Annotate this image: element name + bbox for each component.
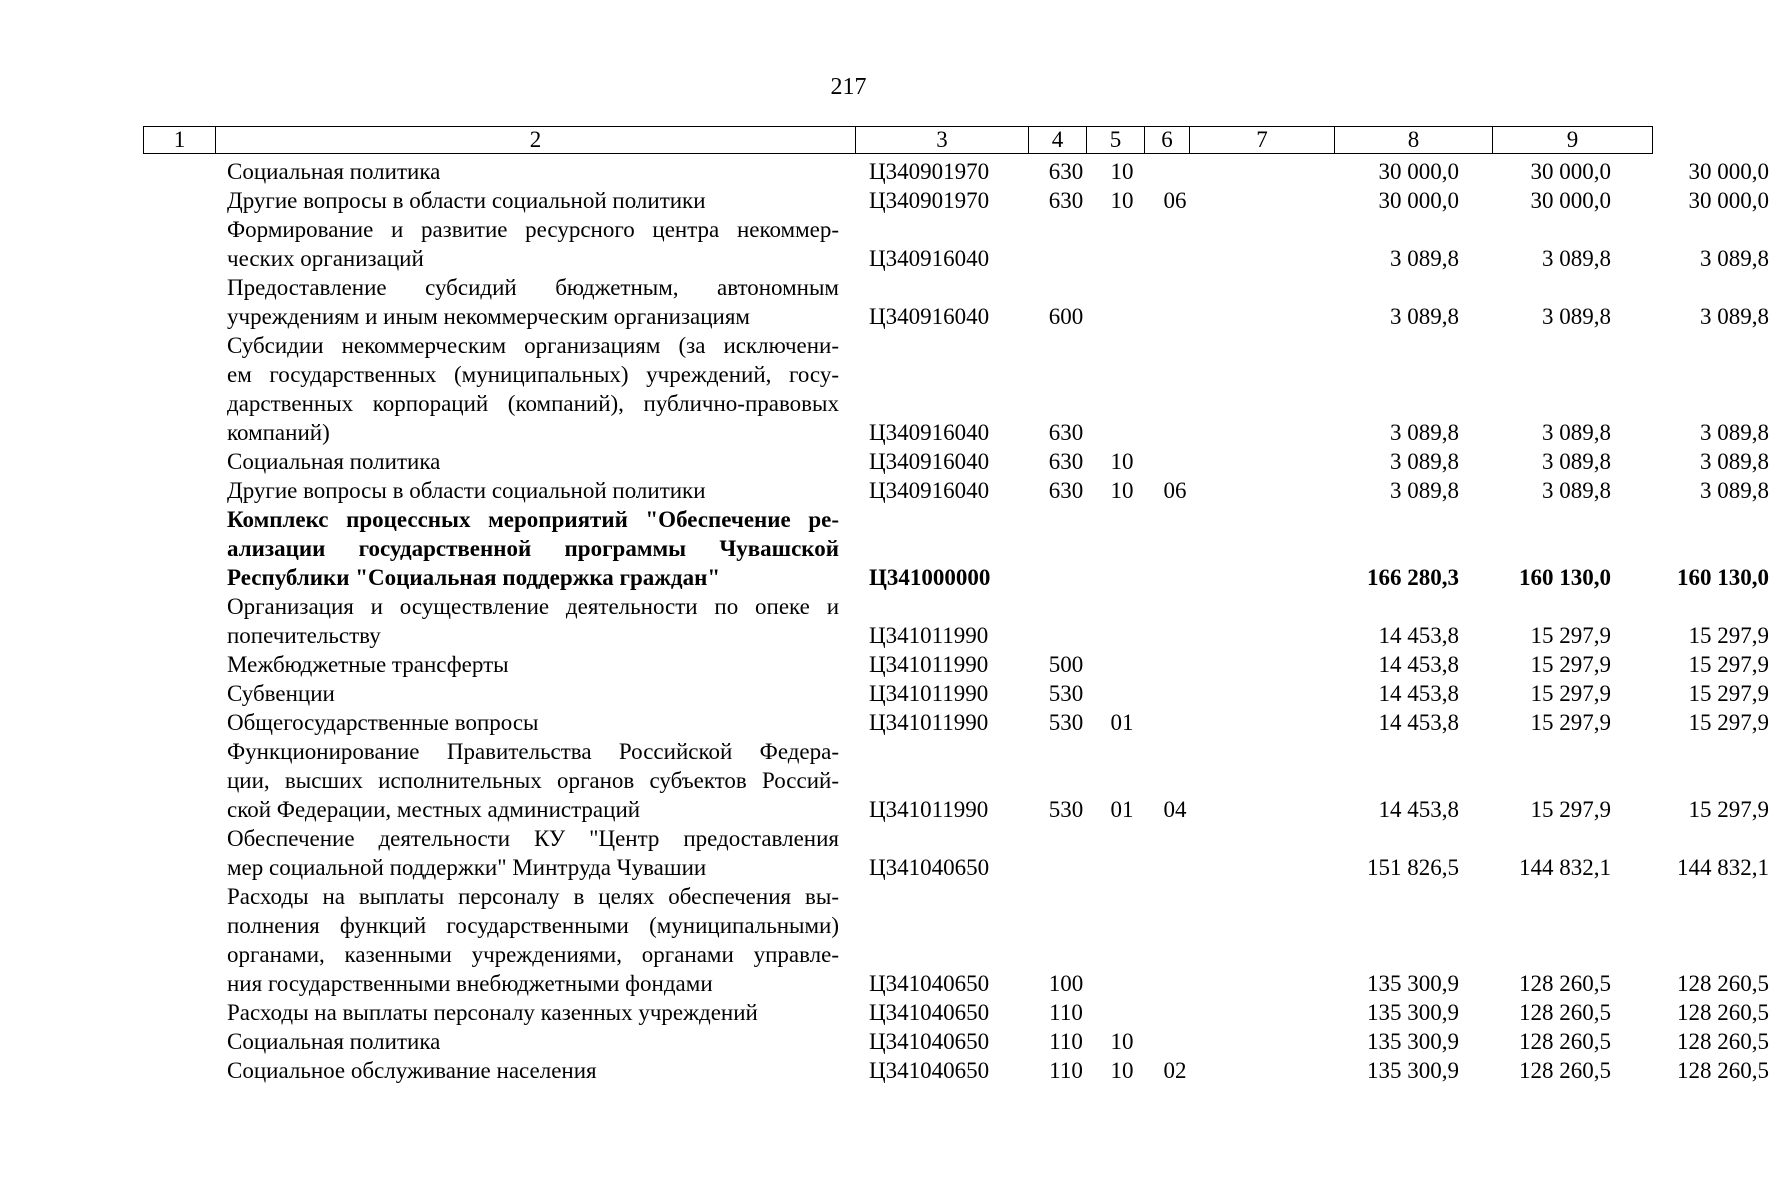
row-col-6: 06 bbox=[1163, 188, 1187, 213]
row-description-line: Комплекс процессных мероприятий "Обеспечение ре- bbox=[227, 507, 839, 532]
row-col-4: 530 bbox=[1048, 710, 1084, 735]
row-value-8: 3 089,8 bbox=[1542, 420, 1611, 445]
page-number: 217 bbox=[830, 74, 867, 100]
row-code: Ц340916040 bbox=[869, 246, 990, 271]
column-header-table bbox=[143, 126, 1653, 154]
row-code: Ц341040650 bbox=[869, 971, 990, 996]
row-description-line: органами, казенными учреждениями, органами управле- bbox=[227, 942, 839, 967]
table-row bbox=[143, 186, 1769, 215]
row-col-4: 630 bbox=[1048, 188, 1084, 213]
row-code: Ц341011990 bbox=[869, 652, 989, 677]
row-value-7: 135 300,9 bbox=[1367, 1000, 1459, 1025]
column-header-3: 3 bbox=[856, 127, 1029, 154]
row-code: Ц340901970 bbox=[869, 188, 990, 213]
row-value-9: 3 089,8 bbox=[1700, 304, 1769, 329]
row-description-line: ческих организаций bbox=[227, 246, 424, 271]
row-value-7: 166 280,3 bbox=[1367, 565, 1459, 590]
row-value-9: 128 260,5 bbox=[1677, 1058, 1769, 1083]
row-description-line: Другие вопросы в области социальной политики bbox=[227, 478, 706, 503]
row-col-4: 630 bbox=[1048, 420, 1084, 445]
row-value-8: 15 297,9 bbox=[1530, 797, 1611, 822]
row-value-8: 15 297,9 bbox=[1530, 652, 1611, 677]
row-value-9: 15 297,9 bbox=[1688, 623, 1769, 648]
table-row bbox=[143, 679, 1769, 708]
row-col-6: 02 bbox=[1163, 1058, 1187, 1083]
row-description-line: Субсидии некоммерческим организациям (за исключени- bbox=[227, 333, 839, 358]
row-col-4: 500 bbox=[1048, 652, 1084, 677]
row-value-9: 3 089,8 bbox=[1700, 449, 1769, 474]
row-value-8: 3 089,8 bbox=[1542, 246, 1611, 271]
table-row bbox=[143, 215, 1769, 273]
row-code: Ц340916040 bbox=[869, 420, 990, 445]
row-code: Ц341011990 bbox=[869, 623, 989, 648]
row-value-9: 160 130,0 bbox=[1677, 565, 1769, 590]
row-description-line: Предоставление субсидий бюджетным, автономным bbox=[227, 275, 839, 300]
row-value-8: 3 089,8 bbox=[1542, 304, 1611, 329]
table-row bbox=[143, 1056, 1769, 1085]
row-description-line: Функционирование Правительства Российской Федера- bbox=[227, 739, 839, 764]
row-value-9: 15 297,9 bbox=[1688, 652, 1769, 677]
row-description-line: Организация и осуществление деятельности по опеке и bbox=[227, 594, 839, 619]
row-col-4: 110 bbox=[1049, 1029, 1083, 1054]
row-description-line: Общегосударственные вопросы bbox=[227, 710, 539, 735]
row-description-line: Республики "Социальная поддержка граждан" bbox=[227, 565, 721, 590]
row-code: Ц341040650 bbox=[869, 1000, 990, 1025]
row-col-6: 04 bbox=[1163, 797, 1187, 822]
row-description-line: компаний) bbox=[227, 420, 330, 445]
row-value-8: 15 297,9 bbox=[1530, 623, 1611, 648]
row-value-7: 14 453,8 bbox=[1378, 623, 1459, 648]
row-col-4: 100 bbox=[1048, 971, 1084, 996]
row-value-8: 160 130,0 bbox=[1519, 565, 1611, 590]
row-col-4: 530 bbox=[1048, 797, 1084, 822]
row-code: Ц340916040 bbox=[869, 304, 990, 329]
row-code: Ц340916040 bbox=[869, 449, 990, 474]
row-value-9: 3 089,8 bbox=[1700, 478, 1769, 503]
row-description-line: Социальная политика bbox=[227, 449, 441, 474]
table-row bbox=[143, 737, 1769, 824]
column-header-6: 6 bbox=[1145, 127, 1190, 154]
row-code: Ц341040650 bbox=[869, 1029, 990, 1054]
row-col-5: 10 bbox=[1110, 1029, 1134, 1054]
row-col-5: 10 bbox=[1110, 478, 1134, 503]
row-value-7: 135 300,9 bbox=[1367, 1058, 1459, 1083]
row-description-line: попечительству bbox=[227, 623, 381, 648]
row-code: Ц341040650 bbox=[869, 855, 990, 880]
row-value-7: 3 089,8 bbox=[1390, 420, 1459, 445]
row-description-line: Расходы на выплаты персоналу казенных учреждений bbox=[227, 1000, 758, 1025]
row-code: Ц341011990 bbox=[869, 710, 989, 735]
row-description-line: ализации государственной программы Чувашской bbox=[227, 536, 839, 561]
row-value-7: 14 453,8 bbox=[1378, 681, 1459, 706]
row-value-8: 30 000,0 bbox=[1530, 159, 1611, 184]
row-code: Ц341011990 bbox=[869, 797, 989, 822]
budget-table-body bbox=[143, 157, 1769, 1085]
row-description-line: Социальная политика bbox=[227, 1029, 441, 1054]
row-value-8: 128 260,5 bbox=[1519, 1000, 1611, 1025]
table-row bbox=[143, 650, 1769, 679]
row-value-9: 144 832,1 bbox=[1677, 855, 1769, 880]
row-description-line: учреждениям и иным некоммерческим организациям bbox=[227, 304, 750, 329]
row-description-line: мер социальной поддержки" Минтруда Чувашии bbox=[227, 855, 707, 880]
table-row bbox=[143, 1027, 1769, 1056]
row-value-7: 30 000,0 bbox=[1378, 188, 1459, 213]
row-value-7: 14 453,8 bbox=[1378, 797, 1459, 822]
row-description-line: Социальное обслуживание населения bbox=[227, 1058, 597, 1083]
row-value-7: 30 000,0 bbox=[1378, 159, 1459, 184]
row-col-5: 01 bbox=[1110, 797, 1134, 822]
row-value-9: 128 260,5 bbox=[1677, 1000, 1769, 1025]
table-row bbox=[143, 708, 1769, 737]
row-col-4: 630 bbox=[1048, 159, 1084, 184]
row-value-8: 128 260,5 bbox=[1519, 1058, 1611, 1083]
row-col-5: 10 bbox=[1110, 1058, 1134, 1083]
row-value-8: 30 000,0 bbox=[1530, 188, 1611, 213]
row-value-9: 15 297,9 bbox=[1688, 681, 1769, 706]
row-description-line: Другие вопросы в области социальной политики bbox=[227, 188, 706, 213]
row-col-4: 530 bbox=[1048, 681, 1084, 706]
row-value-7: 3 089,8 bbox=[1390, 246, 1459, 271]
row-col-5: 01 bbox=[1110, 710, 1134, 735]
row-value-8: 128 260,5 bbox=[1519, 971, 1611, 996]
row-value-7: 3 089,8 bbox=[1390, 304, 1459, 329]
table-row bbox=[143, 998, 1769, 1027]
row-value-8: 128 260,5 bbox=[1519, 1029, 1611, 1054]
row-value-7: 14 453,8 bbox=[1378, 710, 1459, 735]
row-value-9: 128 260,5 bbox=[1677, 971, 1769, 996]
row-value-9: 128 260,5 bbox=[1677, 1029, 1769, 1054]
row-col-4: 630 bbox=[1048, 478, 1084, 503]
row-value-7: 135 300,9 bbox=[1367, 971, 1459, 996]
column-header-1: 1 bbox=[144, 127, 216, 154]
row-description-line: Социальная политика bbox=[227, 159, 441, 184]
column-header-5: 5 bbox=[1087, 127, 1145, 154]
table-row bbox=[143, 447, 1769, 476]
row-col-4: 630 bbox=[1048, 449, 1084, 474]
row-value-8: 15 297,9 bbox=[1530, 681, 1611, 706]
column-header-9: 9 bbox=[1493, 127, 1653, 154]
row-code: Ц340916040 bbox=[869, 478, 990, 503]
row-value-9: 3 089,8 bbox=[1700, 246, 1769, 271]
row-col-5: 10 bbox=[1110, 188, 1134, 213]
table-row bbox=[143, 476, 1769, 505]
row-value-9: 15 297,9 bbox=[1688, 710, 1769, 735]
row-value-8: 3 089,8 bbox=[1542, 449, 1611, 474]
row-code: Ц341011990 bbox=[869, 681, 989, 706]
table-row bbox=[143, 882, 1769, 998]
row-value-8: 15 297,9 bbox=[1530, 710, 1611, 735]
table-row bbox=[143, 592, 1769, 650]
table-row bbox=[143, 824, 1769, 882]
row-value-9: 30 000,0 bbox=[1688, 188, 1769, 213]
row-col-5: 10 bbox=[1110, 159, 1134, 184]
row-description-line: ния государственными внебюджетными фондами bbox=[227, 971, 713, 996]
row-description-line: ской Федерации, местных администраций bbox=[227, 797, 641, 822]
row-code: Ц341000000 bbox=[869, 565, 991, 590]
row-value-7: 151 826,5 bbox=[1367, 855, 1459, 880]
row-code: Ц341040650 bbox=[869, 1058, 990, 1083]
column-header-2: 2 bbox=[216, 127, 856, 154]
table-row bbox=[143, 505, 1769, 592]
table-row bbox=[143, 273, 1769, 331]
row-description-line: Субвенции bbox=[227, 681, 335, 706]
row-description-line: ции, высших исполнительных органов субъектов Россий- bbox=[227, 768, 839, 793]
row-col-4: 110 bbox=[1049, 1000, 1083, 1025]
row-value-7: 14 453,8 bbox=[1378, 652, 1459, 677]
row-code: Ц340901970 bbox=[869, 159, 990, 184]
row-value-9: 3 089,8 bbox=[1700, 420, 1769, 445]
row-col-4: 110 bbox=[1049, 1058, 1083, 1083]
table-row bbox=[143, 331, 1769, 447]
row-description-line: Межбюджетные трансферты bbox=[227, 652, 509, 677]
row-value-9: 15 297,9 bbox=[1688, 797, 1769, 822]
row-value-7: 135 300,9 bbox=[1367, 1029, 1459, 1054]
column-header-4: 4 bbox=[1029, 127, 1087, 154]
row-description-line: дарственных корпораций (компаний), публично-правовых bbox=[227, 391, 839, 416]
row-description-line: Расходы на выплаты персоналу в целях обеспечения вы- bbox=[227, 884, 839, 909]
table-row bbox=[143, 157, 1769, 186]
row-description-line: полнения функций государственными (муниципальными) bbox=[227, 913, 839, 938]
row-value-8: 3 089,8 bbox=[1542, 478, 1611, 503]
row-description-line: ем государственных (муниципальных) учреждений, госу- bbox=[227, 362, 839, 387]
row-description-line: Обеспечение деятельности КУ "Центр предоставления bbox=[227, 826, 839, 851]
column-header-row bbox=[144, 127, 1653, 154]
row-value-7: 3 089,8 bbox=[1390, 478, 1459, 503]
column-header-8: 8 bbox=[1335, 127, 1493, 154]
row-value-8: 144 832,1 bbox=[1519, 855, 1611, 880]
row-col-4: 600 bbox=[1048, 304, 1084, 329]
row-col-6: 06 bbox=[1163, 478, 1187, 503]
row-value-7: 3 089,8 bbox=[1390, 449, 1459, 474]
row-value-9: 30 000,0 bbox=[1688, 159, 1769, 184]
row-description-line: Формирование и развитие ресурсного центра некоммер- bbox=[227, 217, 839, 242]
row-col-5: 10 bbox=[1110, 449, 1134, 474]
column-header-7: 7 bbox=[1190, 127, 1335, 154]
